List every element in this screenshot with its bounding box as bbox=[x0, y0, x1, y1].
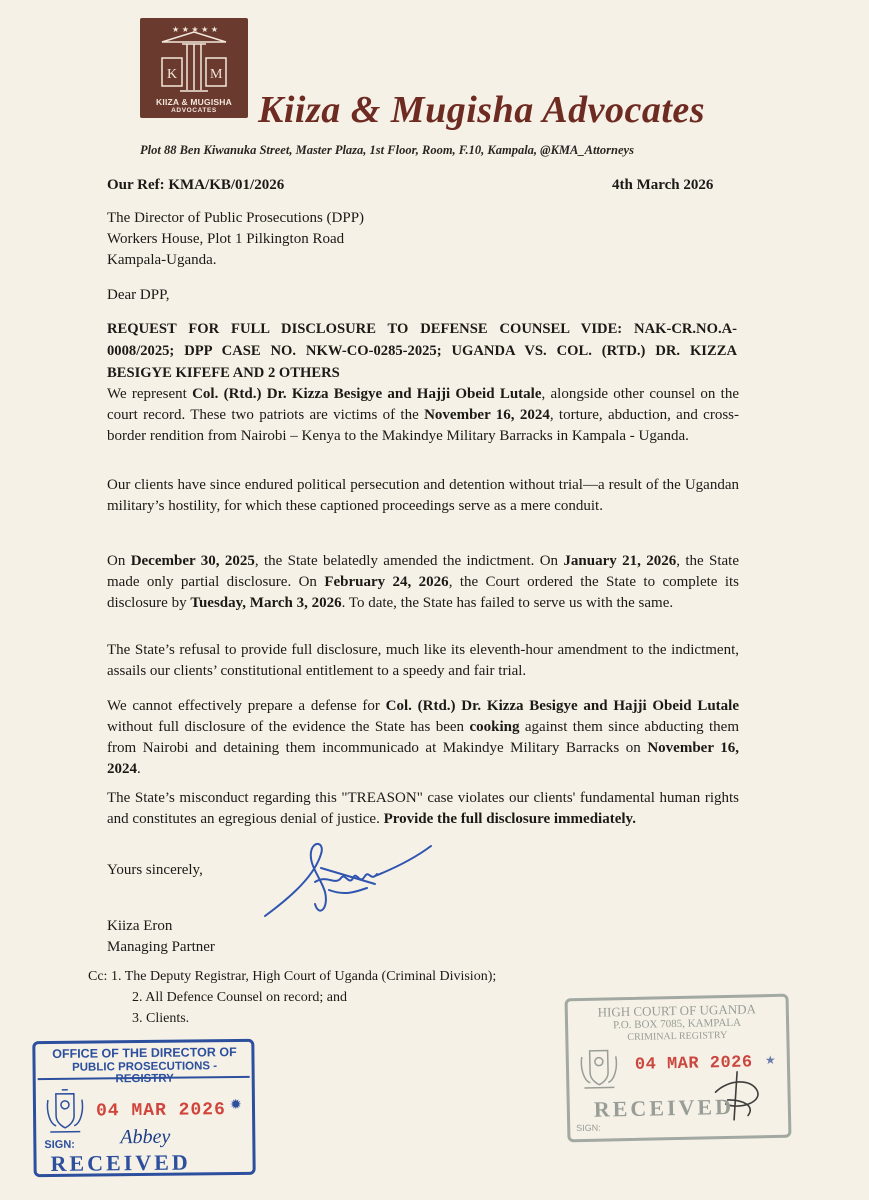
paragraph-refusal: The State’s refusal to provide full disclosure, much like its eleventh-hour amendment to the indictment, assails our clients’ constitutional entitlement to a speedy and fair trial. bbox=[107, 642, 739, 679]
stamp-sign-label: SIGN: bbox=[576, 1122, 601, 1134]
paragraph-representation: We represent Col. (Rtd.) Dr. Kizza Besigye and Hajji Obeid Lutale, alongside other counsel on the court record. These two patriots are victims of the November 16, 2024, torture, abduction, and cross-border rendition from Nairobi – Kenya to the Makindye Military Barracks in Kampala - Uganda. bbox=[107, 386, 739, 444]
star-icon: ★ bbox=[764, 1052, 776, 1068]
stamp-date: 04 MAR 2026 bbox=[634, 1053, 753, 1075]
cc-list bbox=[88, 966, 496, 1029]
logo-line-1: KIIZA & MUGISHA bbox=[156, 97, 232, 107]
firm-logo bbox=[140, 18, 248, 118]
svg-text:Abbey: Abbey bbox=[120, 1125, 171, 1149]
reference-number: Our Ref: KMA/KB/01/2026 bbox=[107, 177, 285, 193]
recipient-line: Kampala-Uganda. bbox=[107, 252, 217, 268]
cc-item: Cc: 1. The Deputy Registrar, High Court of Uganda (Criminal Division); bbox=[88, 969, 497, 984]
uganda-coat-of-arms-icon bbox=[44, 1086, 87, 1136]
svg-text:K: K bbox=[167, 67, 178, 82]
high-court-received-stamp bbox=[565, 994, 792, 1143]
paragraph-persecution: Our clients have since endured political persecution and detention without trial—a result of the Ugandan military’s hostility, for which these captioned proceedings serve as a mere conduit. bbox=[107, 477, 739, 514]
cc-label: Cc: bbox=[88, 969, 111, 984]
subject-line: REQUEST FOR FULL DISCLOSURE TO DEFENSE COUNSEL VIDE: NAK-CR.NO.A-0008/2025; DPP CASE NO. NKW-CO-0285-2025; UGANDA VS. COL. (RTD.) DR. KIZZA BESIGYE KIFEFE AND 2 OTHERS bbox=[107, 321, 737, 381]
signer-name: Kiiza Eron bbox=[107, 918, 173, 934]
stamp-line-3: CRIMINAL REGISTRY bbox=[627, 1029, 728, 1044]
stamp-line-1: OFFICE OF THE DIRECTOR OF bbox=[52, 1045, 237, 1061]
paragraph-demand: The State’s misconduct regarding this "TREASON" case violates our clients' fundamental human rights and constitutes an egregious denial of justice. Provide the full disclosure immediately. bbox=[107, 790, 739, 827]
pillar-logo-icon bbox=[140, 18, 248, 98]
recipient-line: Workers House, Plot 1 Pilkington Road bbox=[107, 231, 345, 247]
firm-name: Kiiza & Mugisha Advocates bbox=[258, 89, 706, 131]
stamp-received-text: RECEIVED bbox=[593, 1093, 735, 1122]
signer-title: Managing Partner bbox=[107, 939, 215, 955]
svg-text:M: M bbox=[210, 67, 223, 82]
stamp-line-2: P.O. BOX 7085, KAMPALA bbox=[612, 1016, 742, 1032]
recipient-address bbox=[107, 208, 364, 271]
paragraph-defense: We cannot effectively prepare a defense for Col. (Rtd.) Dr. Kizza Besigye and Hajji Obeid Lutale without full disclosure of the evidence the State has been cooking against them since abducting them from Nairobi and detaining them incommunicado at Makindye Military Barracks on November 16, 2024. bbox=[107, 698, 740, 777]
stamp-line-1: HIGH COURT OF UGANDA bbox=[597, 1001, 757, 1020]
cc-item: 2. All Defence Counsel on record; and bbox=[132, 990, 347, 1005]
dpp-received-stamp bbox=[32, 1039, 255, 1177]
stamp-sign-label: SIGN: bbox=[44, 1138, 76, 1152]
closing: Yours sincerely, bbox=[107, 862, 203, 878]
signature-icon bbox=[255, 834, 435, 924]
uganda-coat-of-arms-icon bbox=[578, 1044, 619, 1091]
signer-block bbox=[107, 916, 215, 958]
salutation: Dear DPP, bbox=[107, 287, 170, 303]
letter-date: 4th March 2026 bbox=[612, 177, 714, 193]
star-icon: ✹ bbox=[229, 1095, 242, 1113]
logo-line-2: ADVOCATES bbox=[171, 107, 217, 114]
paragraph-timeline: On December 30, 2025, the State belatedly amended the indictment. On January 21, 2026, the State made only partial disclosure. On February 24, 2026, the Court ordered the State to complete its disclosure by Tuesday, March 3, 2026. To date, the State has failed to serve us with the same. bbox=[107, 553, 740, 611]
cc-item: 3. Clients. bbox=[132, 1011, 190, 1026]
stamp-received-text: RECEIVED bbox=[50, 1149, 191, 1176]
firm-address: Plot 88 Ben Kiwanuka Street, Master Plaza, 1st Floor, Room, F.10, Kampala, @KMA_Attorneys bbox=[140, 143, 634, 157]
stamp-signature bbox=[116, 1122, 206, 1149]
stamp-date: 04 MAR 2026 bbox=[95, 1100, 226, 1122]
svg-text:★ ★ ★ ★ ★: ★ ★ ★ ★ ★ bbox=[172, 25, 219, 34]
stamp-line-2: PUBLIC PROSECUTIONS - REGISTRY bbox=[71, 1060, 218, 1086]
recipient-line: The Director of Public Prosecutions (DPP) bbox=[107, 210, 365, 226]
